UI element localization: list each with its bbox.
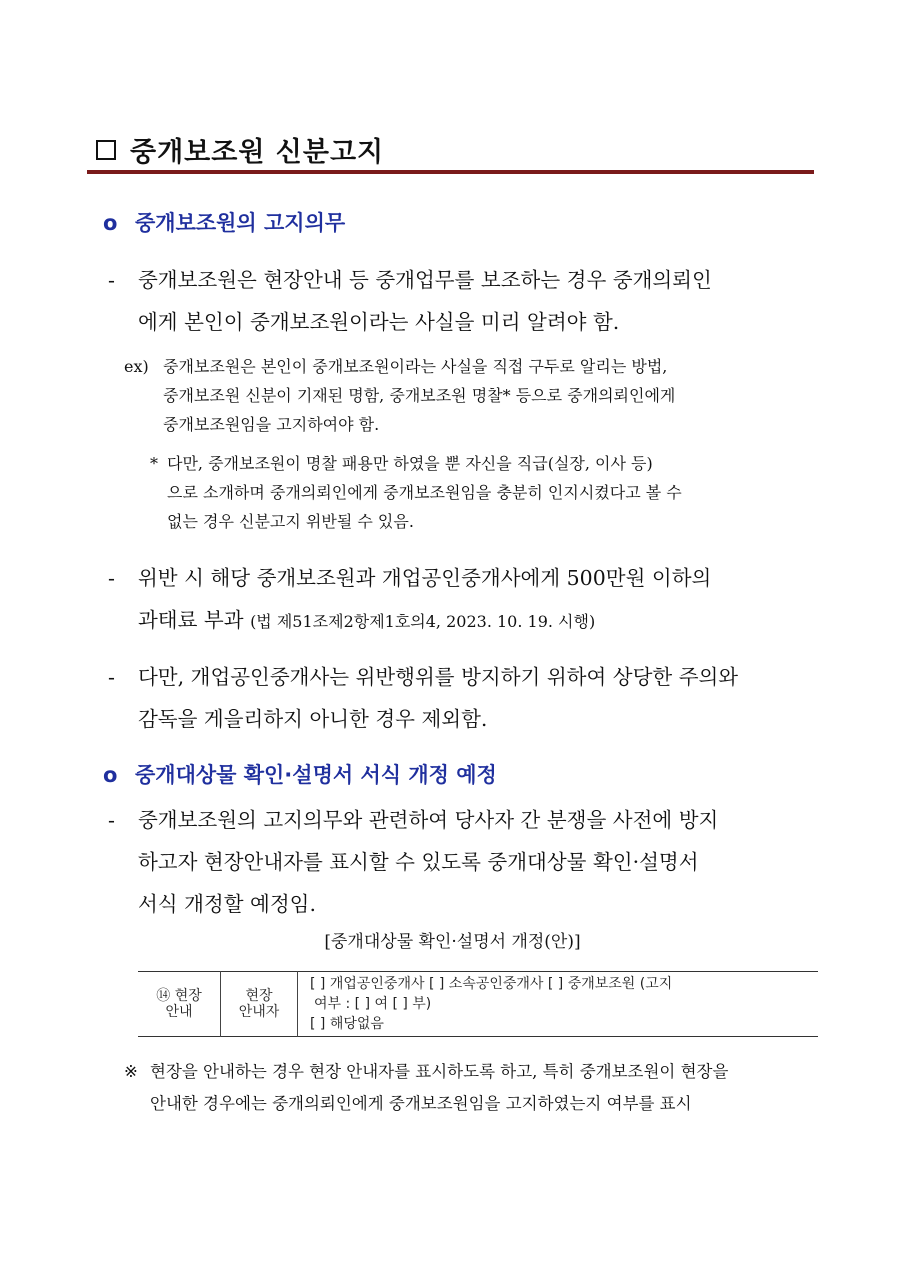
example-block bbox=[163, 352, 675, 439]
reference-note bbox=[124, 1056, 728, 1120]
cell-line: ⑭ 현장 bbox=[156, 988, 202, 1004]
section-bullet: o bbox=[103, 763, 118, 787]
paragraph-line: 위반 시 해당 중개보조원과 개업공인중개사에게 500만원 이하의 bbox=[138, 566, 712, 590]
paragraph-line: 에게 본인이 중개보조원이라는 사실을 미리 알려야 함. bbox=[138, 310, 620, 334]
example-line: 중개보조원임을 고지하여야 함. bbox=[163, 415, 380, 434]
legal-reference: (법 제51조제2항제1호의4, 2023. 10. 19. 시행) bbox=[250, 612, 596, 631]
cell-line: 안내자 bbox=[238, 1004, 280, 1020]
paragraph-line: 하고자 현장안내자를 표시할 수 있도록 중개대상물 확인·설명서 bbox=[138, 850, 699, 874]
field-label-cell bbox=[221, 972, 298, 1037]
paragraph-line: 감독을 게을리하지 아니한 경우 제외함. bbox=[138, 707, 488, 731]
title-checkbox-icon bbox=[96, 140, 116, 160]
section-heading-text: 중개대상물 확인·설명서 서식 개정 예정 bbox=[135, 763, 497, 787]
section-heading-form-revision bbox=[103, 759, 497, 789]
dash-marker: - bbox=[108, 665, 115, 689]
paragraph-notice-obligation bbox=[108, 259, 712, 343]
example-line: 중개보조원은 본인이 중개보조원이라는 사실을 직접 구두로 알리는 방법, bbox=[163, 357, 668, 376]
example-prefix: ex) bbox=[124, 357, 149, 376]
dash-marker: - bbox=[108, 268, 115, 292]
note-line: 현장을 안내하는 경우 현장 안내자를 표시하도록 하고, 특히 중개보조원이 현장을 bbox=[150, 1062, 729, 1081]
footnote-line: 으로 소개하며 중개의뢰인에게 중개보조원임을 충분히 인지시켰다고 볼 수 bbox=[167, 483, 682, 502]
table-row bbox=[138, 972, 818, 1037]
example-line: 중개보조원 신분이 기재된 명함, 중개보조원 명찰* 등으로 중개의뢰인에게 bbox=[163, 386, 676, 405]
footnote-block bbox=[167, 449, 682, 536]
section-heading-notice-duty bbox=[103, 207, 345, 237]
field-options-cell bbox=[298, 972, 819, 1037]
field-number-cell bbox=[138, 972, 221, 1037]
paragraph-form-revision bbox=[108, 799, 719, 925]
cell-line: 현장 bbox=[245, 988, 273, 1004]
section-heading-text: 중개보조원의 고지의무 bbox=[135, 211, 346, 235]
paragraph-line bbox=[138, 599, 711, 643]
dash-marker: - bbox=[108, 808, 115, 832]
paragraph-line: 서식 개정할 예정임. bbox=[138, 892, 316, 916]
option-line: [ ] 개업공인중개사 [ ] 소속공인중개사 [ ] 중개보조원 (고지 bbox=[310, 976, 673, 992]
dash-marker: - bbox=[108, 566, 115, 590]
option-line: [ ] 해당없음 bbox=[310, 1016, 384, 1032]
section-bullet: o bbox=[103, 211, 118, 235]
footnote-mark: * bbox=[150, 454, 158, 473]
page-title: 중개보조원 신분고지 bbox=[130, 137, 385, 168]
paragraph-line: 중개보조원의 고지의무와 관련하여 당사자 간 분쟁을 사전에 방지 bbox=[138, 808, 719, 832]
note-mark: ※ bbox=[124, 1062, 138, 1081]
form-caption: [중개대상물 확인·설명서 개정(안)] bbox=[324, 932, 581, 952]
paragraph-penalty bbox=[108, 557, 712, 643]
footnote-line: 없는 경우 신분고지 위반될 수 있음. bbox=[167, 512, 414, 531]
option-line: 여부 : [ ] 여 [ ] 부) bbox=[314, 996, 432, 1012]
cell-line: 안내 bbox=[165, 1004, 193, 1020]
paragraph-line: 다만, 개업공인중개사는 위반행위를 방지하기 위하여 상당한 주의와 bbox=[138, 665, 739, 689]
paragraph-exception bbox=[108, 656, 739, 740]
form-revision-table bbox=[138, 971, 818, 1037]
paragraph-line: 중개보조원은 현장안내 등 중개업무를 보조하는 경우 중개의뢰인 bbox=[138, 268, 712, 292]
title-divider bbox=[87, 170, 814, 174]
penalty-text: 과태료 부과 bbox=[138, 608, 244, 632]
footnote-line: 다만, 중개보조원이 명찰 패용만 하였을 뿐 자신을 직급(실장, 이사 등) bbox=[167, 454, 653, 473]
note-line: 안내한 경우에는 중개의뢰인에게 중개보조원임을 고지하였는지 여부를 표시 bbox=[150, 1094, 692, 1113]
